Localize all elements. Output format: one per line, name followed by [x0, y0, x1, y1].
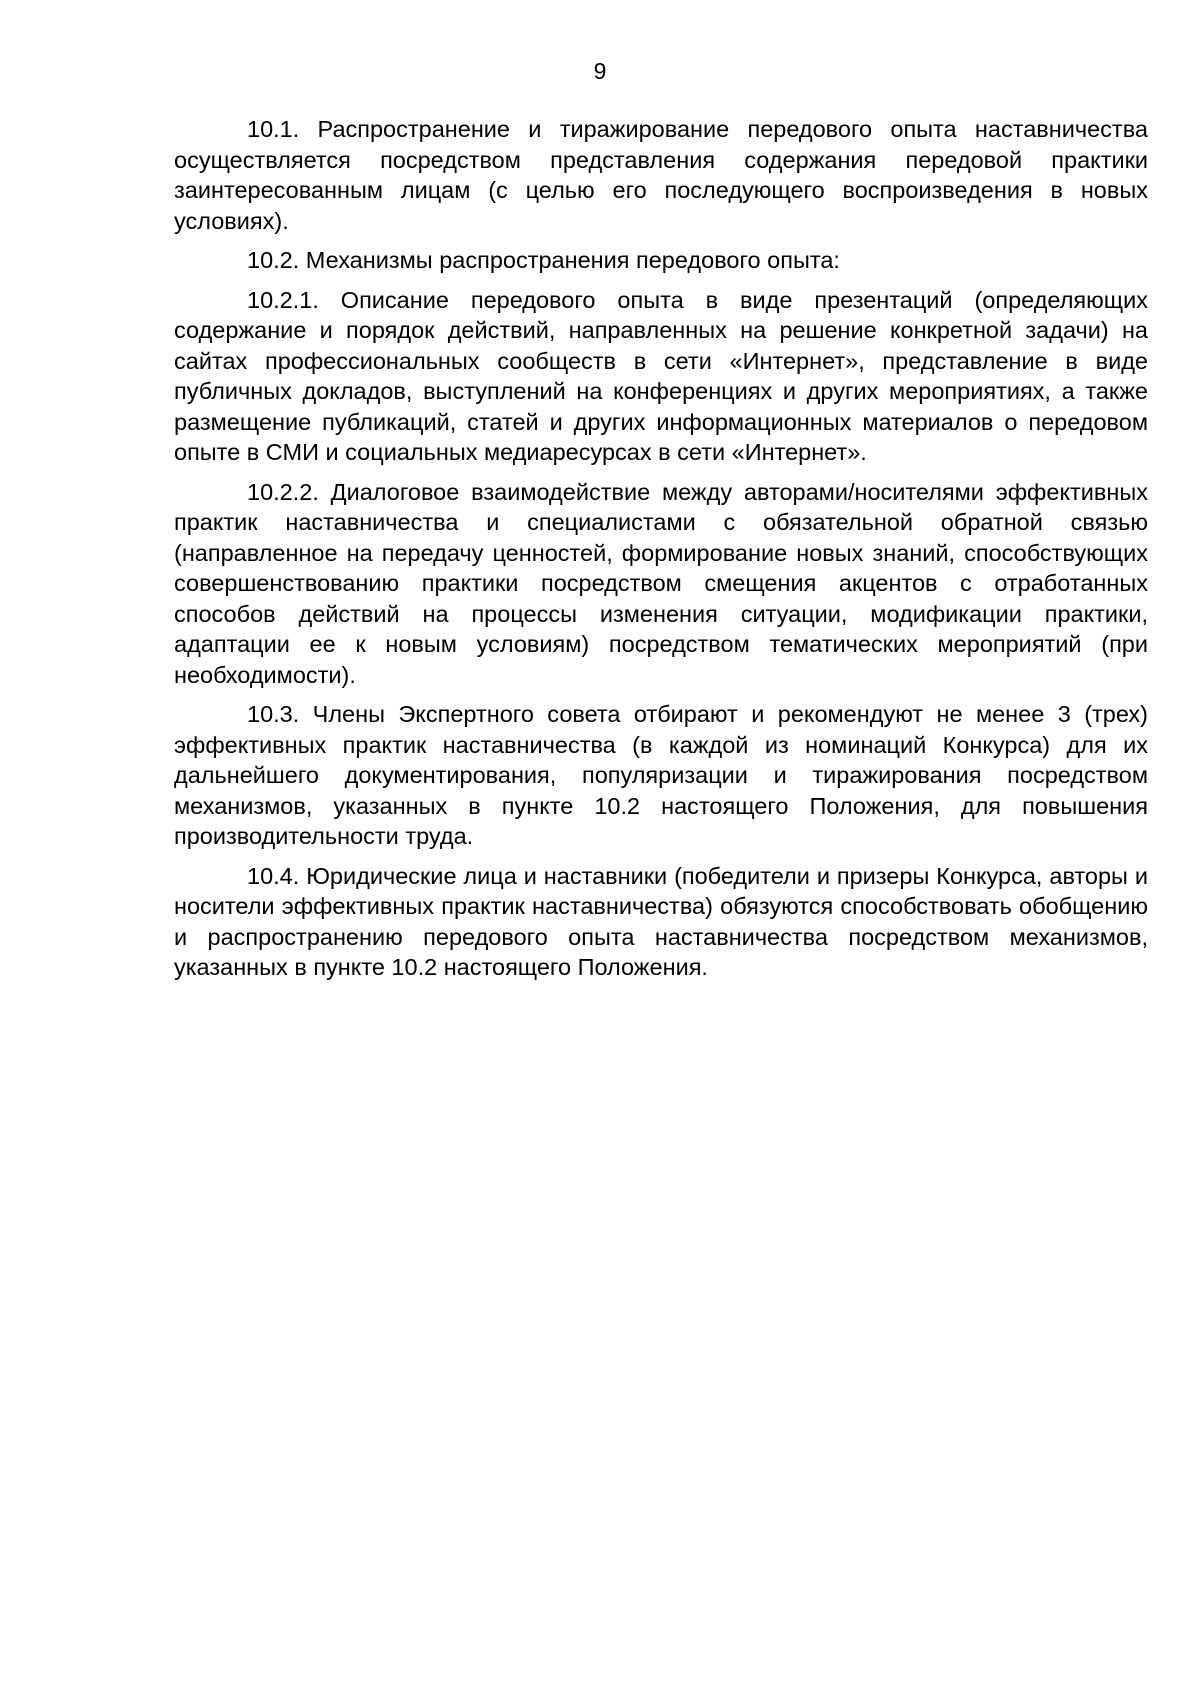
paragraph-10-2-1: 10.2.1. Описание передового опыта в виде презентаций (определяющих содержание и порядок действий, направленных на решение конкретной задачи) на сайтах профессиональных сообществ в сети «Интернет», представление в виде публичных докладов, выступлений на конференциях и других мероприятиях, а также размещение публикаций, статей и других информационных материалов о передовом опыте в СМИ и социальных медиаресурсах в сети «Интернет».	[174, 286, 1148, 465]
paragraph-10-2-2: 10.2.2. Диалоговое взаимодействие между авторами/носителями эффективных практик наставничества и специалистами с обязательной обратной связью (направленное на передачу ценностей, формирование новых знаний, способствующих совершенствованию практики посредством смещения акцентов с отработанных способов действий на процессы изменения ситуации, модификации практики, адаптации ее к новым условиям) посредством тематических мероприятий (при необходимости).	[174, 478, 1148, 688]
paragraph-10-1: 10.1. Распространение и тиражирование передового опыта наставничества осуществляется посредством представления содержания передовой практики заинтересованным лицам (с целью его последующего воспроизведения в новых условиях).	[174, 116, 1148, 234]
document-body	[174, 114, 1148, 992]
paragraph-10-4: 10.4. Юридические лица и наставники (победители и призеры Конкурса, авторы и носители эффективных практик наставничества) обязуются способствовать обобщению и распространению передового опыта наставничества посредством механизмов, указанных в пункте 10.2 настоящего Положения.	[174, 862, 1148, 980]
paragraph-10-3: 10.3. Члены Экспертного совета отбирают и рекомендуют не менее 3 (трех) эффективных практик наставничества (в каждой из номинаций Конкурса) для их дальнейшего документирования, популяризации и тиражирования посредством механизмов, указанных в пункте 10.2 настоящего Положения, для повышения производительности труда.	[174, 701, 1148, 849]
page-number: 9	[593, 58, 607, 84]
paragraph-10-2: 10.2. Механизмы распространения передового опыта:	[247, 247, 840, 273]
